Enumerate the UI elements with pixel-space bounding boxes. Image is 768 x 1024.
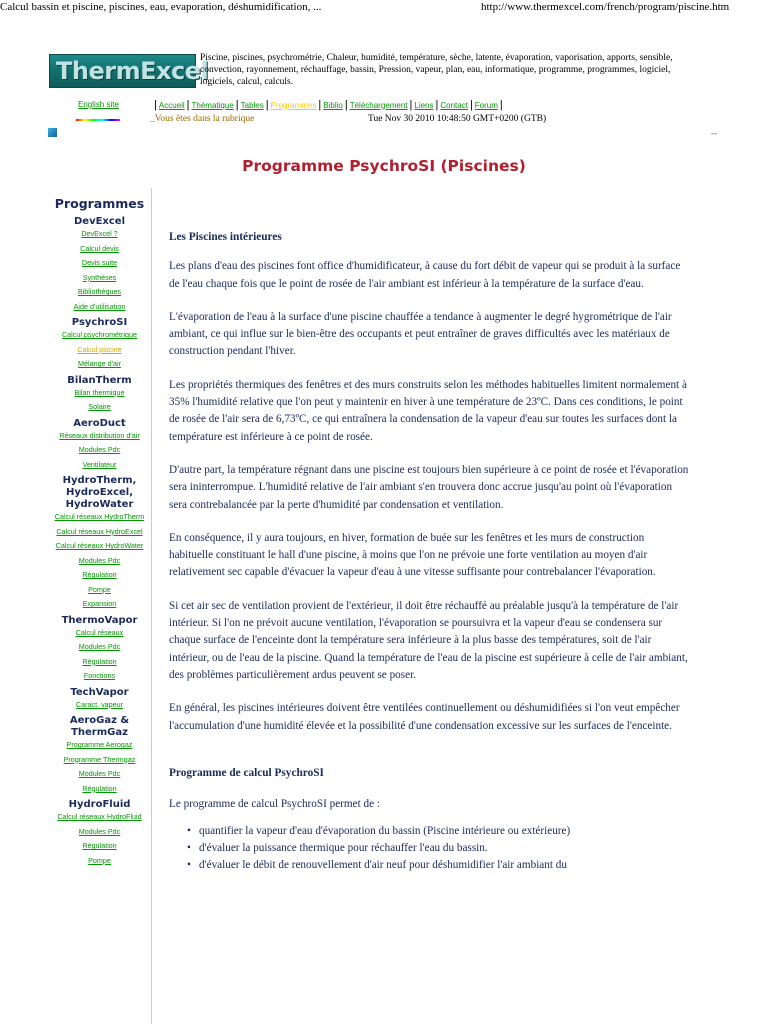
sidebar-link[interactable]: Programme Aerogaz (66, 740, 133, 749)
nav-separator: | (265, 99, 269, 111)
body-paragraph: D'autre part, la température régnant dans une piscine est toujours bien supérieure à ce point de rosée et l'évaporation sera ininterrompue. L'humidité relative de l'air ambiant s'en trouvera donc accrue jusqu'au point où l'évaporation sera contrebalancée par la perte d'humidité par condensation et ventilation. (169, 463, 689, 511)
sidebar-link[interactable]: Pompe (88, 584, 111, 594)
sidebar-link[interactable]: Programme Thermgaz (63, 754, 136, 764)
sidebar-link[interactable]: Modules Pdc (78, 555, 121, 565)
sidebar-section-title: PsychroSI (71, 317, 128, 328)
small-logo-icon (48, 128, 57, 137)
sidebar-link[interactable]: Modules Pdc (78, 445, 121, 454)
sidebar (48, 188, 152, 1024)
nav-separator: | (469, 99, 473, 111)
sidebar-link[interactable]: Fonctions (83, 671, 116, 680)
body-paragraph: Les propriétés thermiques des fenêtres et des murs construits selon les méthodes habituelles limitent normalement à 35% l'humidité relative que l'on peut y maintenir en hiver à une température de 23ºC. Dans ces conditions, le point de rosée de l'air sera de 6,73ºC, ce qui entraînera la condensation de la vapeur d'eau sur toutes les surfaces dont la température est inférieure à ce point de rosée. (169, 378, 687, 443)
thermexcel-logo[interactable] (49, 54, 209, 88)
sidebar-section-title: BilanTherm (67, 374, 132, 386)
main-content (169, 229, 689, 874)
sidebar-link[interactable]: Calcul réseaux (75, 627, 124, 637)
nav-link[interactable]: Tables (240, 100, 264, 110)
sidebar-link[interactable]: Synthèses (82, 272, 117, 282)
sidebar-link[interactable]: Calcul réseaux HydroWater (55, 541, 144, 550)
sidebar-section-title: AeroGaz & ThermGaz (69, 715, 130, 738)
intro-paragraph: Le programme de calcul PsychroSI permet de : (169, 798, 380, 811)
sidebar-section-title: AeroDuct (73, 417, 126, 429)
english-site-link[interactable]: English site (78, 100, 119, 109)
keywords-text: Piscine, piscines, psychrométrie, Chaleur, humidité, température, sèche, latente, évaporation, vaporisation, apports, sensible, convection, rayonnement, réchauffage, bassin, Pression, vapeur, plan, eau, informatique, programme, programmes, logiciel, logiciels, calcul, calculs. (200, 53, 673, 87)
nav-link[interactable]: Biblio (323, 100, 343, 110)
feature-list-item: • d'évaluer le débit de renouvellement d'air neuf pour déshumidifier l'air ambiant du (187, 857, 689, 874)
nav-separator: | (235, 99, 239, 111)
sidebar-section-title: HydroFluid (68, 799, 131, 810)
body-paragraph: En conséquence, il y aura toujours, en hiver, formation de buée sur les fenêtres et les murs de construction habituelle constituant le hall d'une piscine, à moins que l'on ne prévoie une forte ventilation au moyen d'air relativement sec capable d'évacuer la vapeur d'eau à une vitesse suffisante pour contrebalancer l'évaporation. (169, 531, 656, 579)
section-heading-psychrosi: Programme de calcul PsychroSI (169, 766, 324, 779)
body-paragraph: En général, les piscines intérieures doivent être ventilées continuellement ou déshumidifiées si l'on veut empêcher l'accumulation d'une humidité élevée et la possibilité d'une condensation excessive sur les surfaces de l'enceinte. (169, 702, 680, 732)
top-navigation (152, 99, 505, 111)
nav-separator: | (344, 99, 348, 111)
sidebar-link[interactable]: Mélange d'air (78, 359, 121, 368)
print-title: Calcul bassin et piscine, piscines, eau, evaporation, déshumidification, ... (0, 1, 322, 13)
rubrique-text: _Vous êtes dans la rubrique (150, 114, 255, 124)
sidebar-link[interactable]: Aide d'utilisation (73, 301, 126, 311)
nav-link[interactable]: Téléchargement (349, 100, 408, 110)
nav-link[interactable]: Accueil (158, 100, 185, 110)
feature-list-item: • quantifier la vapeur d'eau d'évaporation du bassin (Piscine intérieure ou extérieure) (187, 823, 689, 840)
nav-link[interactable]: Contact (440, 100, 468, 110)
nav-link[interactable]: Thématique (191, 100, 234, 110)
print-url: http://www.thermexcel.com/french/program/piscine.htm (481, 1, 730, 13)
nav-link[interactable]: Liens (414, 100, 434, 110)
sidebar-link[interactable]: Régulation (82, 841, 117, 850)
sidebar-section-title: ThermoVapor (61, 614, 138, 626)
nav-separator: | (318, 99, 322, 111)
section-heading-indoor-pools: Les Piscines intérieures (169, 231, 282, 243)
sidebar-section-title: HydroTherm, HydroExcel, HydroWater (62, 475, 137, 510)
logo-text: ThermExcel (56, 57, 209, 85)
sidebar-section-title: DevExcel (73, 216, 126, 227)
sidebar-section-title: TechVapor (70, 686, 129, 698)
date-text: Tue Nov 30 2010 10:48:50 GMT+0200 (GTB) (368, 114, 547, 124)
sidebar-link[interactable]: Expansion (82, 599, 117, 608)
sidebar-link[interactable]: Régulation (82, 783, 117, 793)
body-paragraph: Si cet air sec de ventilation provient de l'extérieur, il doit être réchauffé au préalable jusqu'à la température de l'air intérieur. Si l'on ne prévoit aucune ventilation, l'évaporation se poursuivra et la vapeur d'eau se condensera sur chaque surface de l'enceinte dont la température sera inférieure à la plus basse des températures, soit de l'air intérieur, ou de l'eau de la piscine. Quand la température de l'eau de la piscine est supérieure à celle de l'air ambiant, des problèmes particulièrement ardus peuvent se poser. (169, 599, 688, 681)
nav-separator: | (499, 99, 503, 111)
sidebar-title: Programmes (54, 196, 145, 211)
feature-list (187, 823, 689, 874)
sidebar-link[interactable]: Calcul piscine (77, 344, 122, 354)
nav-link[interactable]: Programmes (270, 100, 317, 110)
sidebar-link[interactable]: Calcul réseaux HydroFluid (57, 812, 142, 821)
sidebar-link[interactable]: Calcul devis (80, 243, 119, 253)
sidebar-link[interactable]: Réseaux distribution d'air (59, 430, 140, 440)
sidebar-link[interactable]: Bilan thermique (74, 387, 125, 397)
sidebar-link[interactable]: Calcul réseaux HydroTherm (54, 512, 145, 521)
sidebar-link[interactable]: Modules Pdc (78, 826, 121, 836)
body-paragraph: Les plans d'eau des piscines font office d'humidificateur, à cause du fort débit de vapeur qui se produit à la surface de l'eau chaque fois que le point de rosée de l'air ambiant est inférieur à la température de la surface d'eau. (169, 260, 681, 290)
page-title: Programme PsychroSI (Piscines) (242, 157, 526, 175)
nav-separator: | (186, 99, 190, 111)
dash-mark: -- (711, 128, 717, 138)
sidebar-link[interactable]: Modules Pdc (78, 642, 121, 651)
paragraphs (169, 258, 689, 735)
sidebar-link[interactable]: Calcul réseaux HydroExcel (56, 526, 143, 536)
body-paragraph: L'évaporation de l'eau à la surface d'une piscine chauffée a tendance à augmenter le degré hygrométrique de l'air ambiant, ce qui influe sur le bien-être des occupants et peut entraîner de graves difficultés avec les matériaux de construction pendant l'hiver. (169, 310, 672, 358)
sidebar-link[interactable]: Caract. vapeur (75, 699, 124, 709)
feature-list-item: • d'évaluer la puissance thermique pour réchauffer l'eau du bassin. (187, 840, 689, 857)
nav-separator: | (154, 99, 157, 111)
sidebar-link[interactable]: Régulation (82, 570, 117, 579)
rainbow-bar (76, 119, 120, 121)
nav-separator: | (409, 99, 413, 111)
sidebar-link[interactable]: Calcul psychrométrique (61, 330, 138, 339)
sidebar-link[interactable]: Devis suite (81, 258, 118, 267)
sidebar-sections (48, 216, 151, 865)
nav-link[interactable]: Forum (474, 100, 498, 110)
sidebar-link[interactable]: Bibliothèques (77, 287, 122, 296)
sidebar-link[interactable]: Régulation (82, 656, 117, 666)
sidebar-link[interactable]: Pompe (88, 855, 111, 865)
nav-separator: | (435, 99, 439, 111)
sidebar-link[interactable]: Modules Pdc (78, 769, 121, 778)
sidebar-link[interactable]: DevExcel ? (81, 229, 118, 238)
sidebar-link[interactable]: Ventilateur (82, 459, 117, 469)
sidebar-link[interactable]: Solaire (88, 402, 111, 411)
